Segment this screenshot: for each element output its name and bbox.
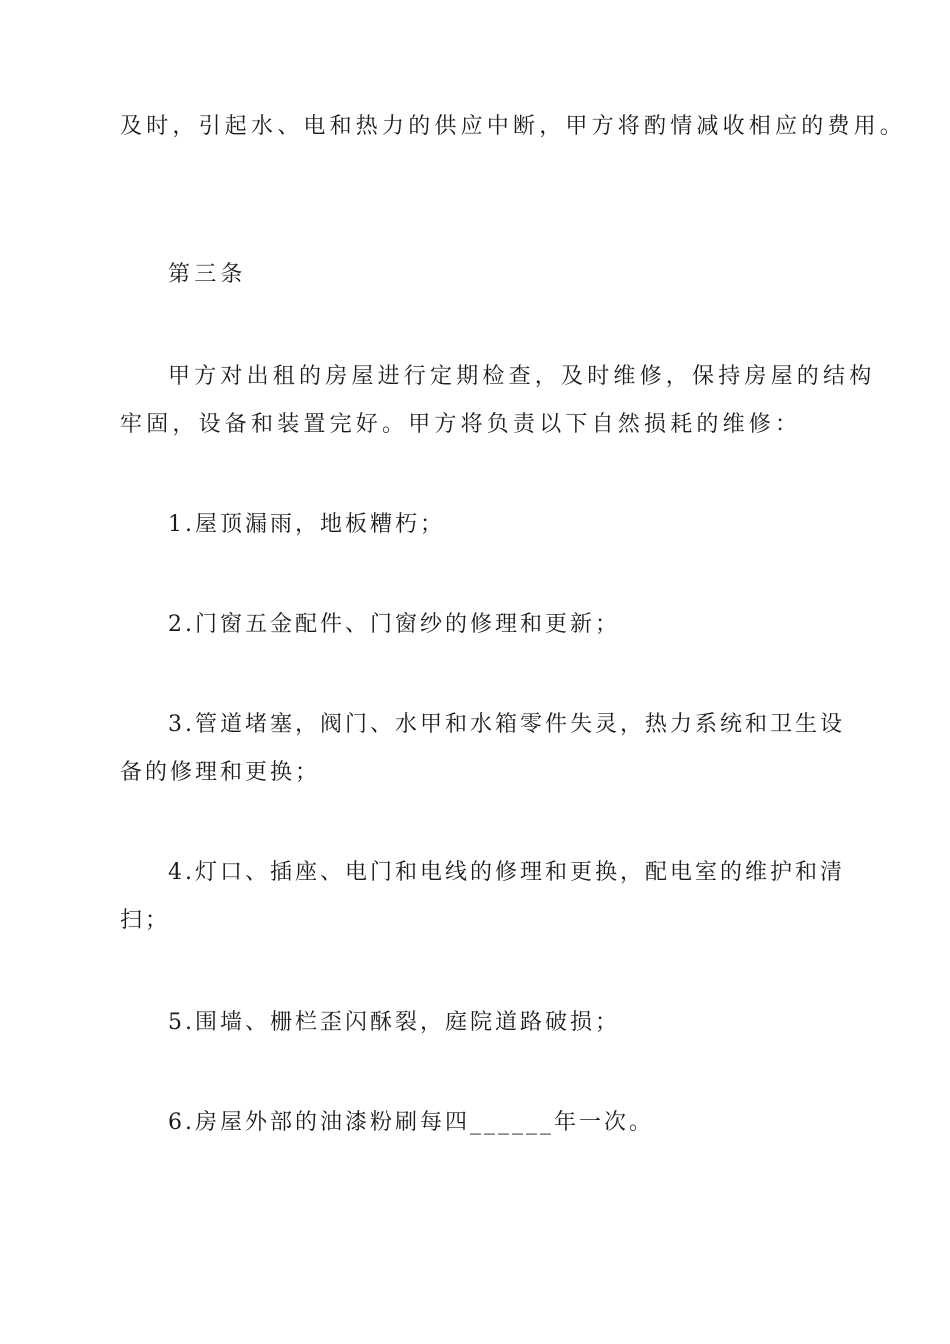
paragraph-line-1: 甲方对出租的房屋进行定期检查，及时维修，保持房屋的结构: [168, 364, 876, 389]
list-item-1: 1.屋顶漏雨，地板糟朽；: [168, 512, 445, 537]
list-item-4-continuation: 扫；: [120, 908, 171, 933]
list-item-4: 4.灯口、插座、电门和电线的修理和更换，配电室的维护和清: [168, 860, 845, 885]
list-item-6: 6.房屋外部的油漆粉刷每四______年一次。: [168, 1110, 654, 1135]
list-item-5: 5.围墙、栅栏歪闪酥裂，庭院道路破损；: [168, 1010, 620, 1035]
paragraph-line-2: 牢固，设备和装置完好。甲方将负责以下自然损耗的维修：: [120, 412, 802, 437]
list-item-3: 3.管道堵塞，阀门、水甲和水箱零件失灵，热力系统和卫生设: [168, 712, 845, 737]
list-item-2: 2.门窗五金配件、门窗纱的修理和更新；: [168, 612, 620, 637]
list-item-3-continuation: 备的修理和更换；: [120, 760, 321, 785]
continuation-line: 及时，引起水、电和热力的供应中断，甲方将酌情减收相应的费用。: [120, 114, 907, 139]
article-heading: 第三条: [168, 262, 247, 287]
